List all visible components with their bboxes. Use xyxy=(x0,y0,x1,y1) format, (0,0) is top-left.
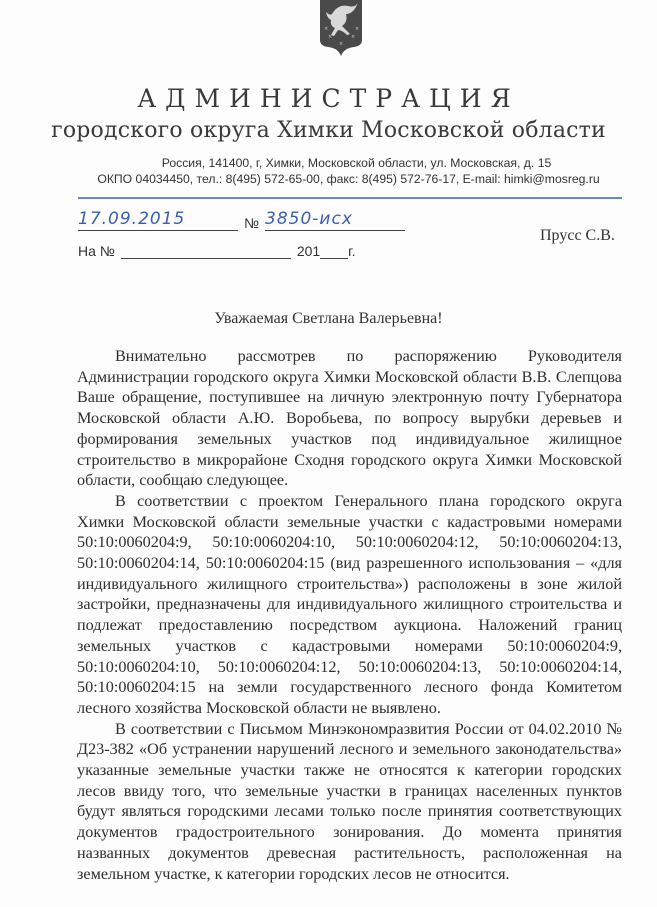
svg-text:×: × xyxy=(355,26,360,32)
svg-text:×: × xyxy=(351,34,356,40)
outgoing-registration-row xyxy=(78,209,405,231)
year-suffix: г. xyxy=(348,243,356,259)
reply-number-field xyxy=(121,244,291,259)
coat-of-arms-icon xyxy=(318,0,364,56)
body-paragraph: В соответствии с проектом Генерального плана городского округа Химки Московской области земельные участки с кадастровыми номерами 50:10:0060204:9, 50:10:0060204:10, 50:10:0060204:12, 50:10:0060204:13, 50:10:0060204:14, 50:10:0060204:15 (вид разрешенного использования – «для индивидуального жилищного строительства») расположены в зоне жилой застройки, предназначены для индивидуального жилищного строительства и подлежат предоставлению посредством аукциона. Наложений границ земельных участков с кадастровыми номерами 50:10:0060204:9, 50:10:0060204:10, 50:10:0060204:12, 50:10:0060204:13, 50:10:0060204:14, 50:10:0060204:15 на земли государственного лесного фонда Комитетом лесного хозяйства Московской области не выявлено. xyxy=(77,491,622,717)
letter-body xyxy=(77,346,622,884)
outgoing-date-field xyxy=(78,209,238,231)
organization-title: АДМИНИСТРАЦИЯ xyxy=(137,84,520,113)
reply-reference-row xyxy=(78,243,355,259)
organization-contacts: ОКПО 04034450, тел.: 8(495) 572-65-00, факс: 8(495) 572-76-17, E-mail: himki@mosreg.ru xyxy=(97,172,600,186)
organization-address: Россия, 141400, г, Химки, Московской области, ул. Московская, д. 15 xyxy=(161,156,552,170)
number-sign-label: № xyxy=(244,215,260,231)
header-divider xyxy=(78,197,622,199)
reply-to-label: На № xyxy=(78,243,115,259)
svg-text:×: × xyxy=(324,26,329,32)
svg-text:×: × xyxy=(328,34,333,40)
year-field xyxy=(320,244,348,259)
outgoing-number-field xyxy=(265,209,405,231)
organization-subtitle: городского округа Химки Московской области xyxy=(51,118,606,143)
svg-text:×: × xyxy=(339,41,344,47)
year-prefix: 201 xyxy=(296,243,321,259)
outgoing-date-handwritten: 17.09.2015 xyxy=(78,209,186,229)
salutation: Уважаемая Светлана Валерьевна! xyxy=(214,310,443,327)
body-paragraph: Внимательно рассмотрев по распоряжению Руководителя Администрации городского округа Химки Московской области В.В. Слепцова Ваше обращение, поступившее на личную электронную почту Губернатора Московской области А.Ю. Воробьева, по вопросу вырубки деревьев и формирования земельных участков под индивидуальное жилищное строительство в микрорайоне Сходня городского округа Химки Московской области, сообщаю следующее. xyxy=(77,347,622,490)
body-paragraph: В соответствии с Письмом Минэкономразвития России от 04.02.2010 № Д23-382 «Об устранении нарушений лесного и земельного законодательства» указанные земельные участки также не относятся к категории городских лесов ввиду того, что земельные участки в границах населенных пунктов будут являться городскими лесами только после принятия соответствующих документов градостроительного зонирования. До момента принятия названных документов древесная растительность, расположенная на земельном участке, к категории городских лесов не относится. xyxy=(77,719,622,883)
outgoing-number-handwritten: 3850-исх xyxy=(265,209,353,229)
addressee: Прусс С.В. xyxy=(540,227,615,244)
